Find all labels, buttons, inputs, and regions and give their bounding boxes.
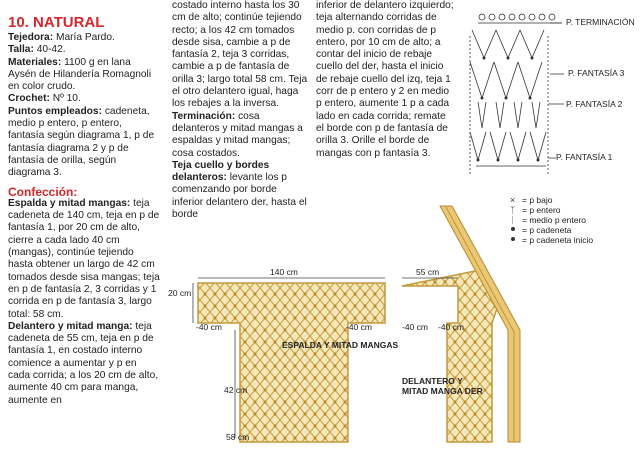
label-terminacion: P. TERMINACIÓN <box>566 17 635 27</box>
dim-40-cm-front-left: -40 cm <box>402 322 428 332</box>
label-espalda: ESPALDA Y MITAD MANGAS <box>282 340 399 350</box>
confeccion-heading: Confección: <box>8 184 78 199</box>
legend-symbols <box>510 195 515 241</box>
legend-p-entero: = p entero <box>522 205 561 215</box>
dim-40-cm-front-right: -40 cm <box>438 322 464 332</box>
svg-text:×: × <box>510 195 516 205</box>
legend-p-cadeneta: = p cadeneta <box>522 225 572 235</box>
dim-40-cm-left: -40 cm <box>196 322 222 332</box>
pattern-title: 10. NATURAL <box>8 14 105 31</box>
dim-58-cm: 58 cm <box>226 432 250 442</box>
dim-20-cm: 20 cm <box>168 288 192 298</box>
terminacion-paragraph: Terminación: cosa delanteros y mitad mangas a espaldas y mitad mangas; cosa costados. <box>172 110 303 159</box>
svg-text:ᛉ: ᛉ <box>510 205 516 215</box>
puntos-line: Puntos empleados: cadeneta, medio p entero, p entero, fantasía según diagrama 1, p de fantasía diagrama 2 y p de fantasía de orilla, según diagrama 3. <box>8 105 155 179</box>
label-delantero-2: MITAD MANGA DER <box>402 386 483 396</box>
espalda-paragraph: Espalda y mitad mangas: teja cadeneta de 140 cm, teja en p de fantasía 1, por 20 cm de alto, cierre a cada lado 40 cm (mangas), continúe tejiendo hasta obtener un largo de 42 cm tomados desde sisa mangas; teja en p de fantasía 2, 3 corridas y 1 corrida en p de fantasía 3, largo total: 58 cm. <box>8 197 160 320</box>
label-fantasia-3: P. FANTASÍA 3 <box>568 68 625 78</box>
label-delantero-1: DELANTERO Y <box>402 376 463 386</box>
svg-text:ᛁ: ᛁ <box>510 215 516 225</box>
delantero-paragraph: Delantero y mitad manga: teja cadeneta de 55 cm, teja en p de fantasía 1, en costado interno comience a aumentar y p en cada corrida; a los 20 cm de alto, aumente 40 cm para manga, aumente en <box>8 320 159 406</box>
talla-line: Talla: 40-42. <box>8 44 66 56</box>
col3-paragraph: inferior de delantero izquierdo; teja alternando corridas de medio p. con corridas de p entero, por 10 cm de alto; a contar del inicio de rebaje cuello del der, hasta el inicio de rebaje cuello del izq, teja 1 corr de p entero y 2 en medio p entero, aumente 1 p a cada lado en cada corrida; remate el borde con p de fantasía de orilla 3. Orille el borde de mangas con p fantasía 3. <box>316 0 454 159</box>
back-schematic <box>193 278 385 442</box>
legend-p-cadeneta-inicio: = p cadeneta inicio <box>522 235 594 245</box>
col2-paragraph: costado interno hasta los 30 cm de alto; continúe tejiendo recto; a los 42 cm tomados desde sisa, cambie a p de fantasía 2, teja 3 corridas, cambie a p de fantasía de orilla 3; largo total 58 cm. Teja el otro delantero igual, haga los rebajes a la inversa. <box>172 0 308 110</box>
stitch-chart <box>470 14 564 176</box>
tejedora-line: Tejedora: María Pardo. <box>8 32 115 43</box>
chart-row-terminacion <box>478 14 562 23</box>
crochet-line: Crochet: Nº 10. <box>8 93 81 105</box>
dim-140-cm: 140 cm <box>270 267 298 277</box>
dim-42-cm: 42 cm <box>224 385 248 395</box>
dim-55-cm: 55 cm <box>416 267 440 277</box>
dim-40-cm-right: -40 cm <box>346 322 372 332</box>
cuello-paragraph: Teja cuello y bordes delanteros: levante los p comenzando por borde inferior delantero der, hasta el borde <box>172 159 307 221</box>
legend-p-bajo: = p bajo <box>522 195 553 205</box>
chart-fans <box>470 30 548 176</box>
label-fantasia-2: P. FANTASÍA 2 <box>566 99 623 109</box>
label-fantasia-1: P. FANTASÍA 1 <box>556 152 613 162</box>
legend-medio-p-entero: = medio p entero <box>522 215 587 225</box>
materiales-line: Materiales: 1100 g en lana Aysén de Hilandería Romagnoli en color crudo. <box>8 56 152 93</box>
